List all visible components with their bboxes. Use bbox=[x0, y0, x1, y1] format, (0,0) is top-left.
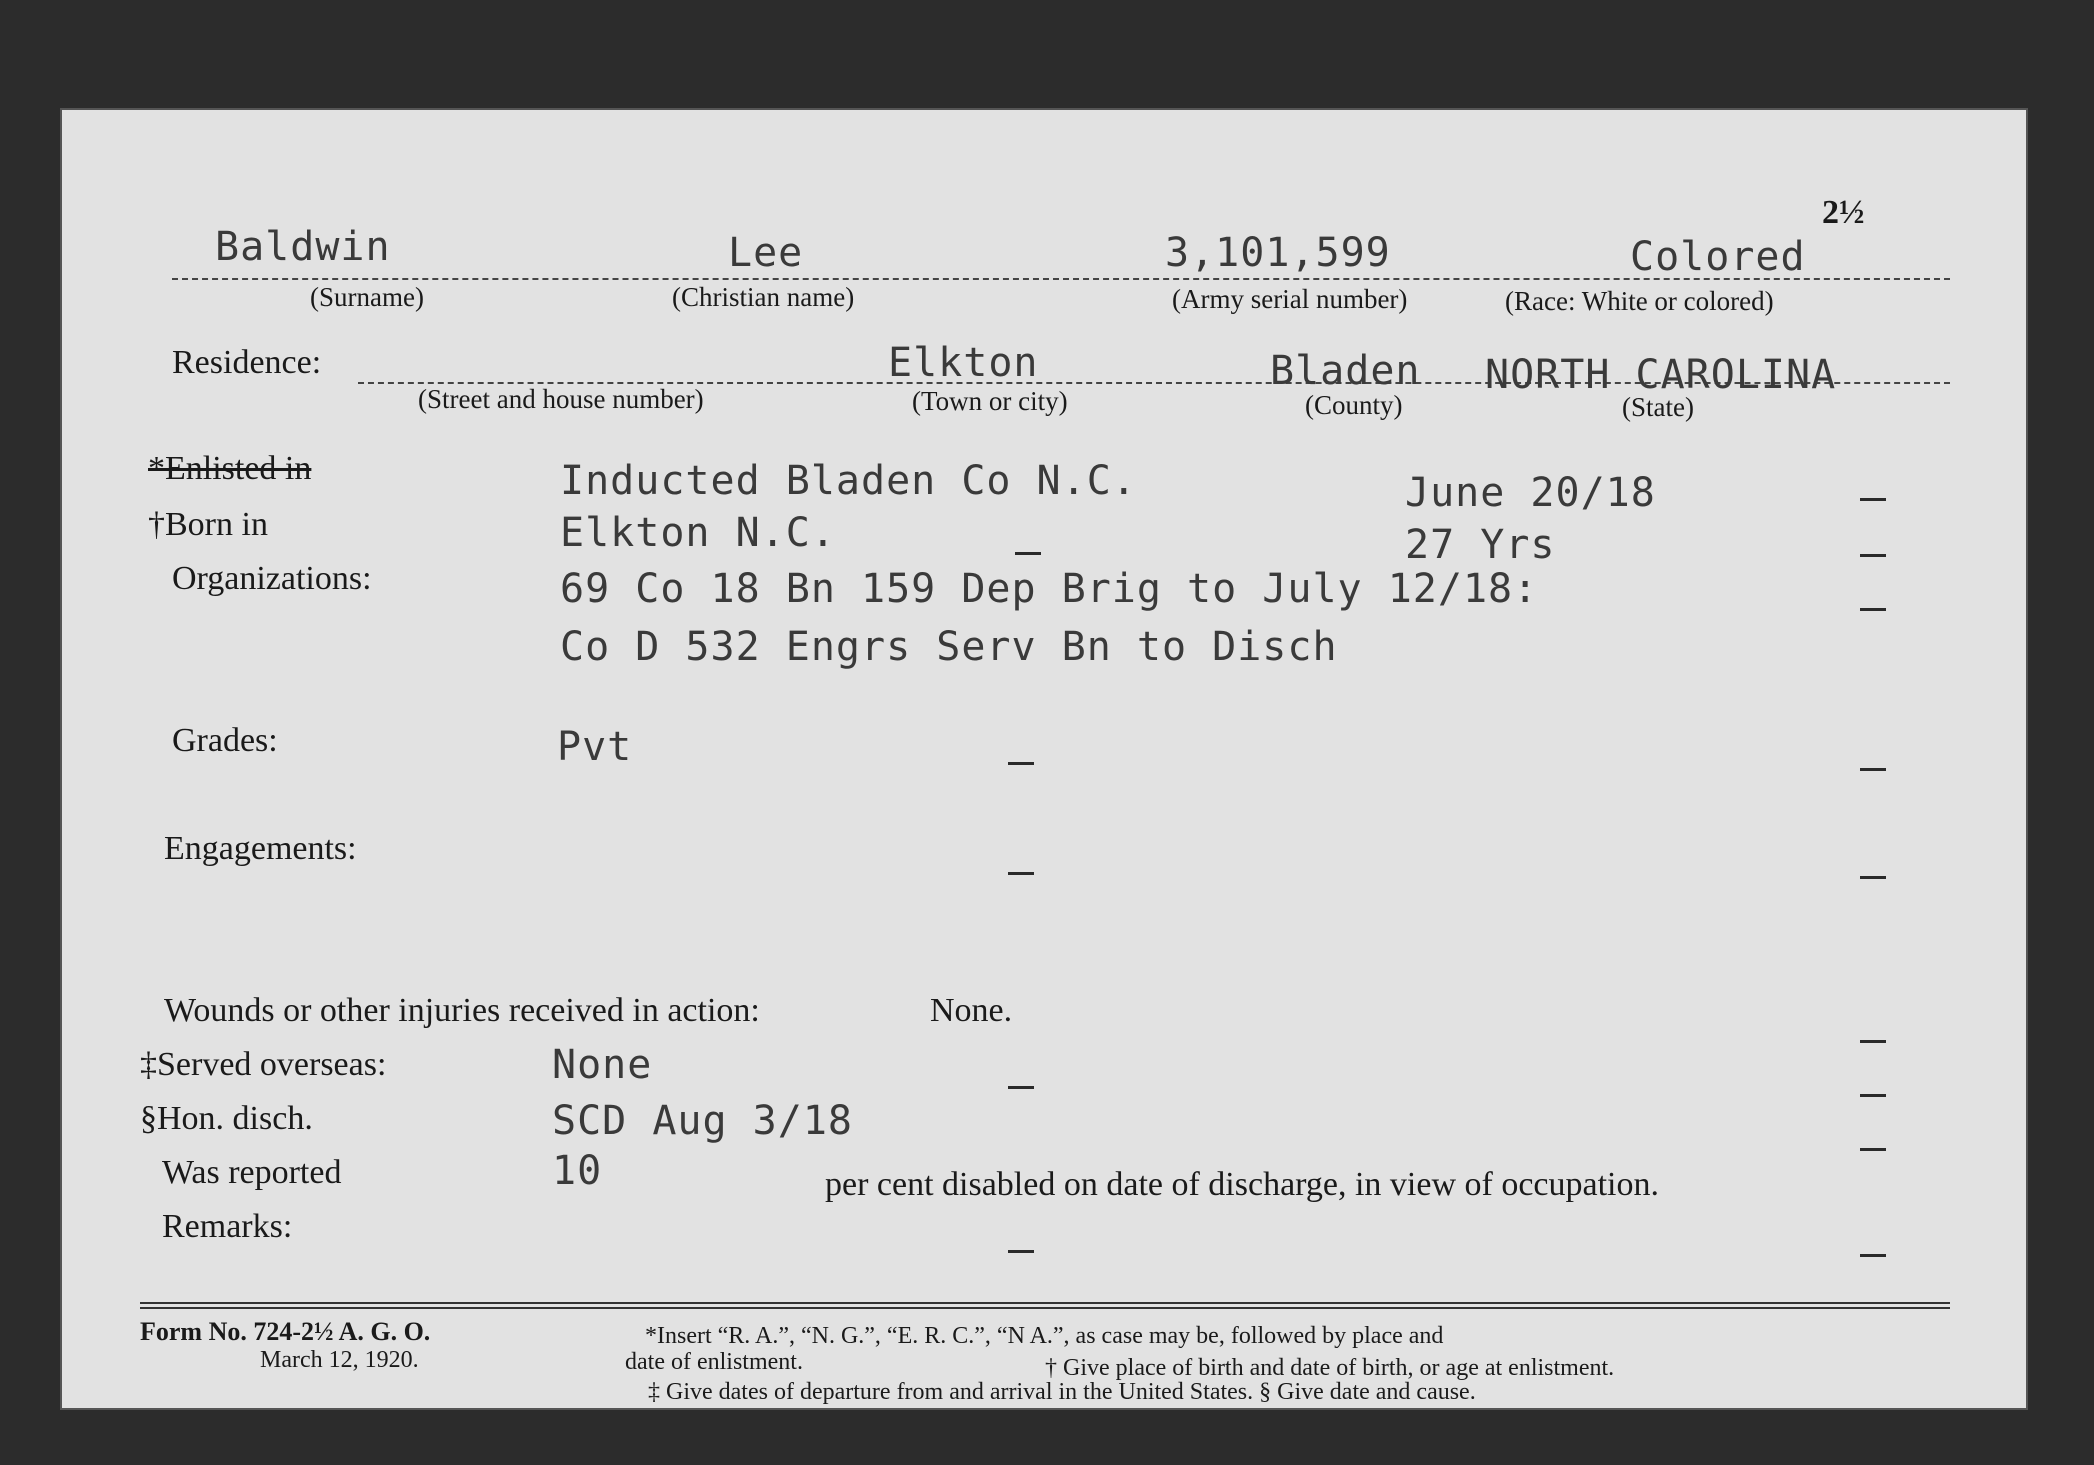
footnote-line-3: ‡ Give dates of departure from and arrival in the United States. § Give date and cause. bbox=[648, 1379, 1476, 1405]
engagements-label: Engagements: bbox=[164, 830, 357, 867]
town-caption: (Town or city) bbox=[912, 386, 1068, 416]
dash-marker bbox=[1860, 768, 1886, 771]
dash-marker bbox=[1008, 762, 1034, 765]
was-reported-label: Was reported bbox=[162, 1154, 342, 1191]
surname-value: Baldwin bbox=[215, 224, 391, 270]
served-overseas-label: ‡Served overseas: bbox=[140, 1046, 387, 1083]
form-date: March 12, 1920. bbox=[260, 1347, 419, 1373]
organizations-line-1: 69 Co 18 Bn 159 Dep Brig to July 12/18: bbox=[560, 566, 1539, 612]
race-caption: (Race: White or colored) bbox=[1505, 286, 1774, 316]
dash-marker bbox=[1860, 608, 1886, 611]
remarks-label: Remarks: bbox=[162, 1208, 293, 1245]
dash-marker bbox=[1860, 1094, 1886, 1097]
dash-marker bbox=[1008, 872, 1034, 875]
street-caption: (Street and house number) bbox=[418, 384, 704, 414]
town-value: Elkton bbox=[888, 340, 1039, 386]
dash-marker bbox=[1008, 1250, 1034, 1253]
hon-disch-value: SCD Aug 3/18 bbox=[552, 1098, 853, 1144]
dash-marker bbox=[1008, 1086, 1034, 1089]
service-record-card bbox=[60, 108, 2028, 1410]
born-age: 27 Yrs bbox=[1405, 522, 1556, 568]
county-caption: (County) bbox=[1305, 390, 1403, 420]
footnote-line-2b: † Give place of birth and date of birth, or age at enlistment. bbox=[1045, 1355, 1615, 1381]
card-number: 2½ bbox=[1822, 194, 1865, 231]
was-reported-suffix: per cent disabled on date of discharge, in view of occupation. bbox=[825, 1166, 1659, 1203]
christian-name-caption: (Christian name) bbox=[672, 282, 855, 312]
christian-name-value: Lee bbox=[728, 230, 804, 276]
county-value: Bladen bbox=[1270, 348, 1421, 394]
surname-caption: (Surname) bbox=[310, 282, 424, 312]
was-reported-value: 10 bbox=[552, 1148, 603, 1194]
footnote-line-2a: date of enlistment. bbox=[625, 1349, 803, 1375]
hon-disch-label: §Hon. disch. bbox=[140, 1100, 313, 1137]
footer-rule bbox=[140, 1302, 1950, 1304]
wounds-label: Wounds or other injuries received in action: bbox=[164, 992, 760, 1029]
dash-marker bbox=[1860, 498, 1886, 501]
organizations-line-2: Co D 532 Engrs Serv Bn to Disch bbox=[560, 624, 1338, 670]
dash-marker bbox=[1860, 1040, 1886, 1043]
dash-marker bbox=[1860, 1148, 1886, 1151]
serial-number-caption: (Army serial number) bbox=[1172, 284, 1408, 314]
serial-number-value: 3,101,599 bbox=[1165, 230, 1391, 276]
footer-rule bbox=[140, 1307, 1950, 1309]
grades-label: Grades: bbox=[172, 722, 278, 759]
footnote-line-1: *Insert “R. A.”, “N. G.”, “E. R. C.”, “N A.”, as case may be, followed by place and bbox=[645, 1323, 1444, 1349]
form-number: Form No. 724-2½ A. G. O. bbox=[140, 1317, 431, 1346]
dash-marker bbox=[1015, 552, 1041, 555]
enlisted-value: Inducted Bladen Co N.C. bbox=[560, 458, 1137, 504]
organizations-label: Organizations: bbox=[172, 560, 372, 597]
state-value: NORTH CAROLINA bbox=[1485, 352, 1837, 398]
state-caption: (State) bbox=[1622, 392, 1694, 422]
served-overseas-value: None bbox=[552, 1042, 653, 1088]
wounds-value: None. bbox=[930, 992, 1013, 1029]
residence-label: Residence: bbox=[172, 344, 322, 381]
dash-marker bbox=[1860, 554, 1886, 557]
enlisted-label: *Enlisted in bbox=[148, 450, 312, 487]
grades-value: Pvt bbox=[557, 724, 633, 770]
born-value: Elkton N.C. bbox=[560, 510, 836, 556]
enlisted-date: June 20/18 bbox=[1405, 470, 1656, 516]
dash-marker bbox=[1860, 1254, 1886, 1257]
race-value: Colored bbox=[1630, 234, 1806, 280]
dash-marker bbox=[1860, 876, 1886, 879]
born-label: †Born in bbox=[148, 506, 268, 543]
